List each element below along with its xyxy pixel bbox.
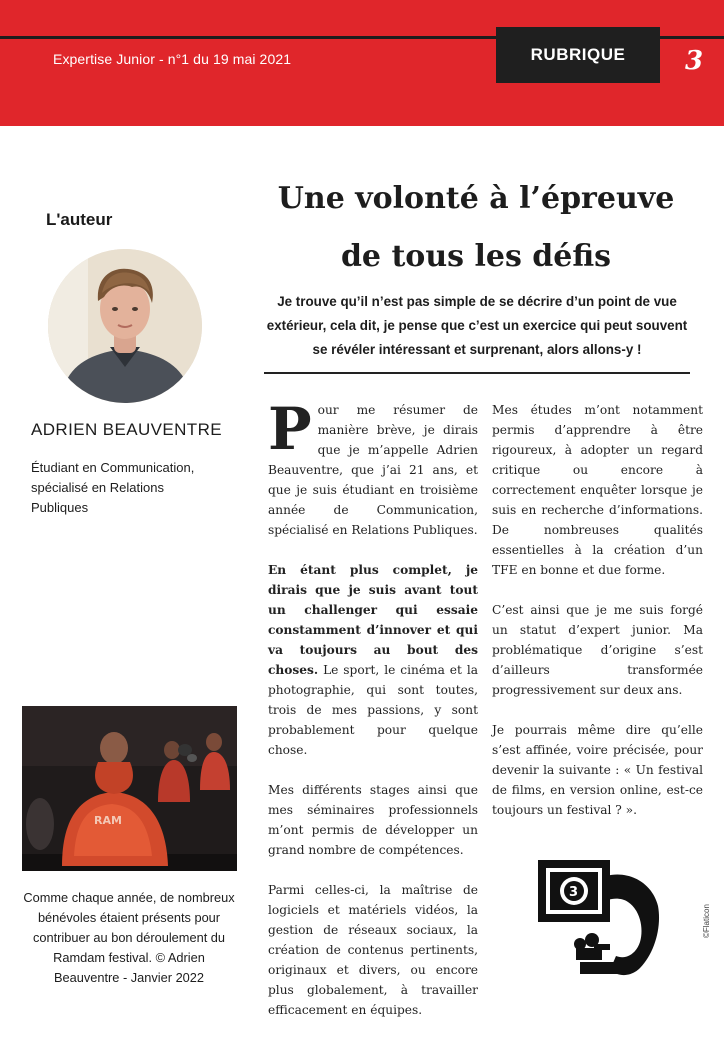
paragraph-5: Mes études m’ont notamment permis d’apprendre à être rigoureux, à adopter un regard critique ou encore à correctement enquêter lorsque je suis en recherche d’informations. De nombreuses qualités essentielles à la création d’un TFE en bonne et due forme.	[492, 403, 703, 577]
paragraph-2	[268, 560, 478, 760]
paragraph-1-text: our me résumer de manière brève, je dirais que je m’appelle Adrien Beauventre, que j’ai 21 ans, et que je suis étudiant en troisième année de Communication, spécialisé en Relations Publiques.	[268, 403, 478, 537]
photo-caption: Comme chaque année, de nombreux bénévoles étaient présents pour contribuer au bon déroulement du Ramdam festival. © Adrien Beauventre - Janvier 2022	[23, 890, 235, 985]
article-title	[262, 170, 690, 286]
article-column-2	[492, 400, 703, 840]
author-name: ADRIEN BEAUVENTRE	[31, 420, 223, 439]
paragraph-2-rest: Le sport, le cinéma et la photographie, qui sont toutes, trois de mes passions, y sont probablement pour quelque chose.	[268, 663, 478, 757]
section-label: RUBRIQUE	[496, 27, 660, 83]
author-label: L'auteur	[46, 210, 113, 229]
dropcap: P	[268, 395, 312, 463]
svg-text:3: 3	[569, 885, 579, 900]
festival-photo	[22, 706, 237, 871]
page-number: 3	[684, 46, 704, 76]
svg-text:RAM: RAM	[94, 814, 122, 827]
ticket-graphic	[536, 858, 662, 980]
title-line-1: Une volonté à l’épreuve	[277, 181, 675, 216]
title-line-2: de tous les défis	[340, 239, 612, 274]
paragraph-2-bold: En étant plus complet, je dirais que je suis avant tout un challenger qui essaie constamment d’innover et qui va toujours au bout des choses.	[268, 563, 478, 677]
author-portrait	[48, 249, 202, 403]
avatar	[48, 249, 202, 403]
divider	[264, 372, 690, 374]
issue-info: Expertise Junior - n°1 du 19 mai 2021	[53, 51, 292, 67]
film-ticket-icon	[536, 858, 662, 980]
paragraph-6: C’est ainsi que je me suis forgé un statut d’expert junior. Ma problématique d’origine s’est d’ailleurs transformée progressivement sur deux ans.	[492, 603, 703, 697]
author-description: Étudiant en Communication, spécialisé en Relations Publiques	[31, 460, 195, 515]
paragraph-4: Parmi celles-ci, la maîtrise de logiciels et matériels vidéos, la gestion de réseaux sociaux, la création de contenus pertinents, originaux et divers, ou encore plus globalement, à travailler efficacement en équipes.	[268, 883, 478, 1017]
paragraph-7: Je pourrais même dire qu’elle s’est affinée, voire précisée, pour devenir la suivante : « Un festival de films, en version online, est-ce toujours un festival ? ».	[492, 723, 703, 817]
flaticon-credit: ©Flaticon	[702, 904, 711, 938]
paragraph-3: Mes différents stages ainsi que mes séminaires professionnels m’ont permis de développer un grand nombre de compétences.	[268, 783, 478, 857]
article-column-1	[268, 395, 478, 1040]
paragraph-1	[268, 395, 478, 540]
volunteers-image	[22, 706, 237, 871]
article-intro: Je trouve qu’il n’est pas simple de se décrire d’un point de vue extérieur, cela dit, je pense que c’est un exercice qui peut souvent se révéler intéressant et surprenant, alors allons-y !	[266, 294, 688, 357]
